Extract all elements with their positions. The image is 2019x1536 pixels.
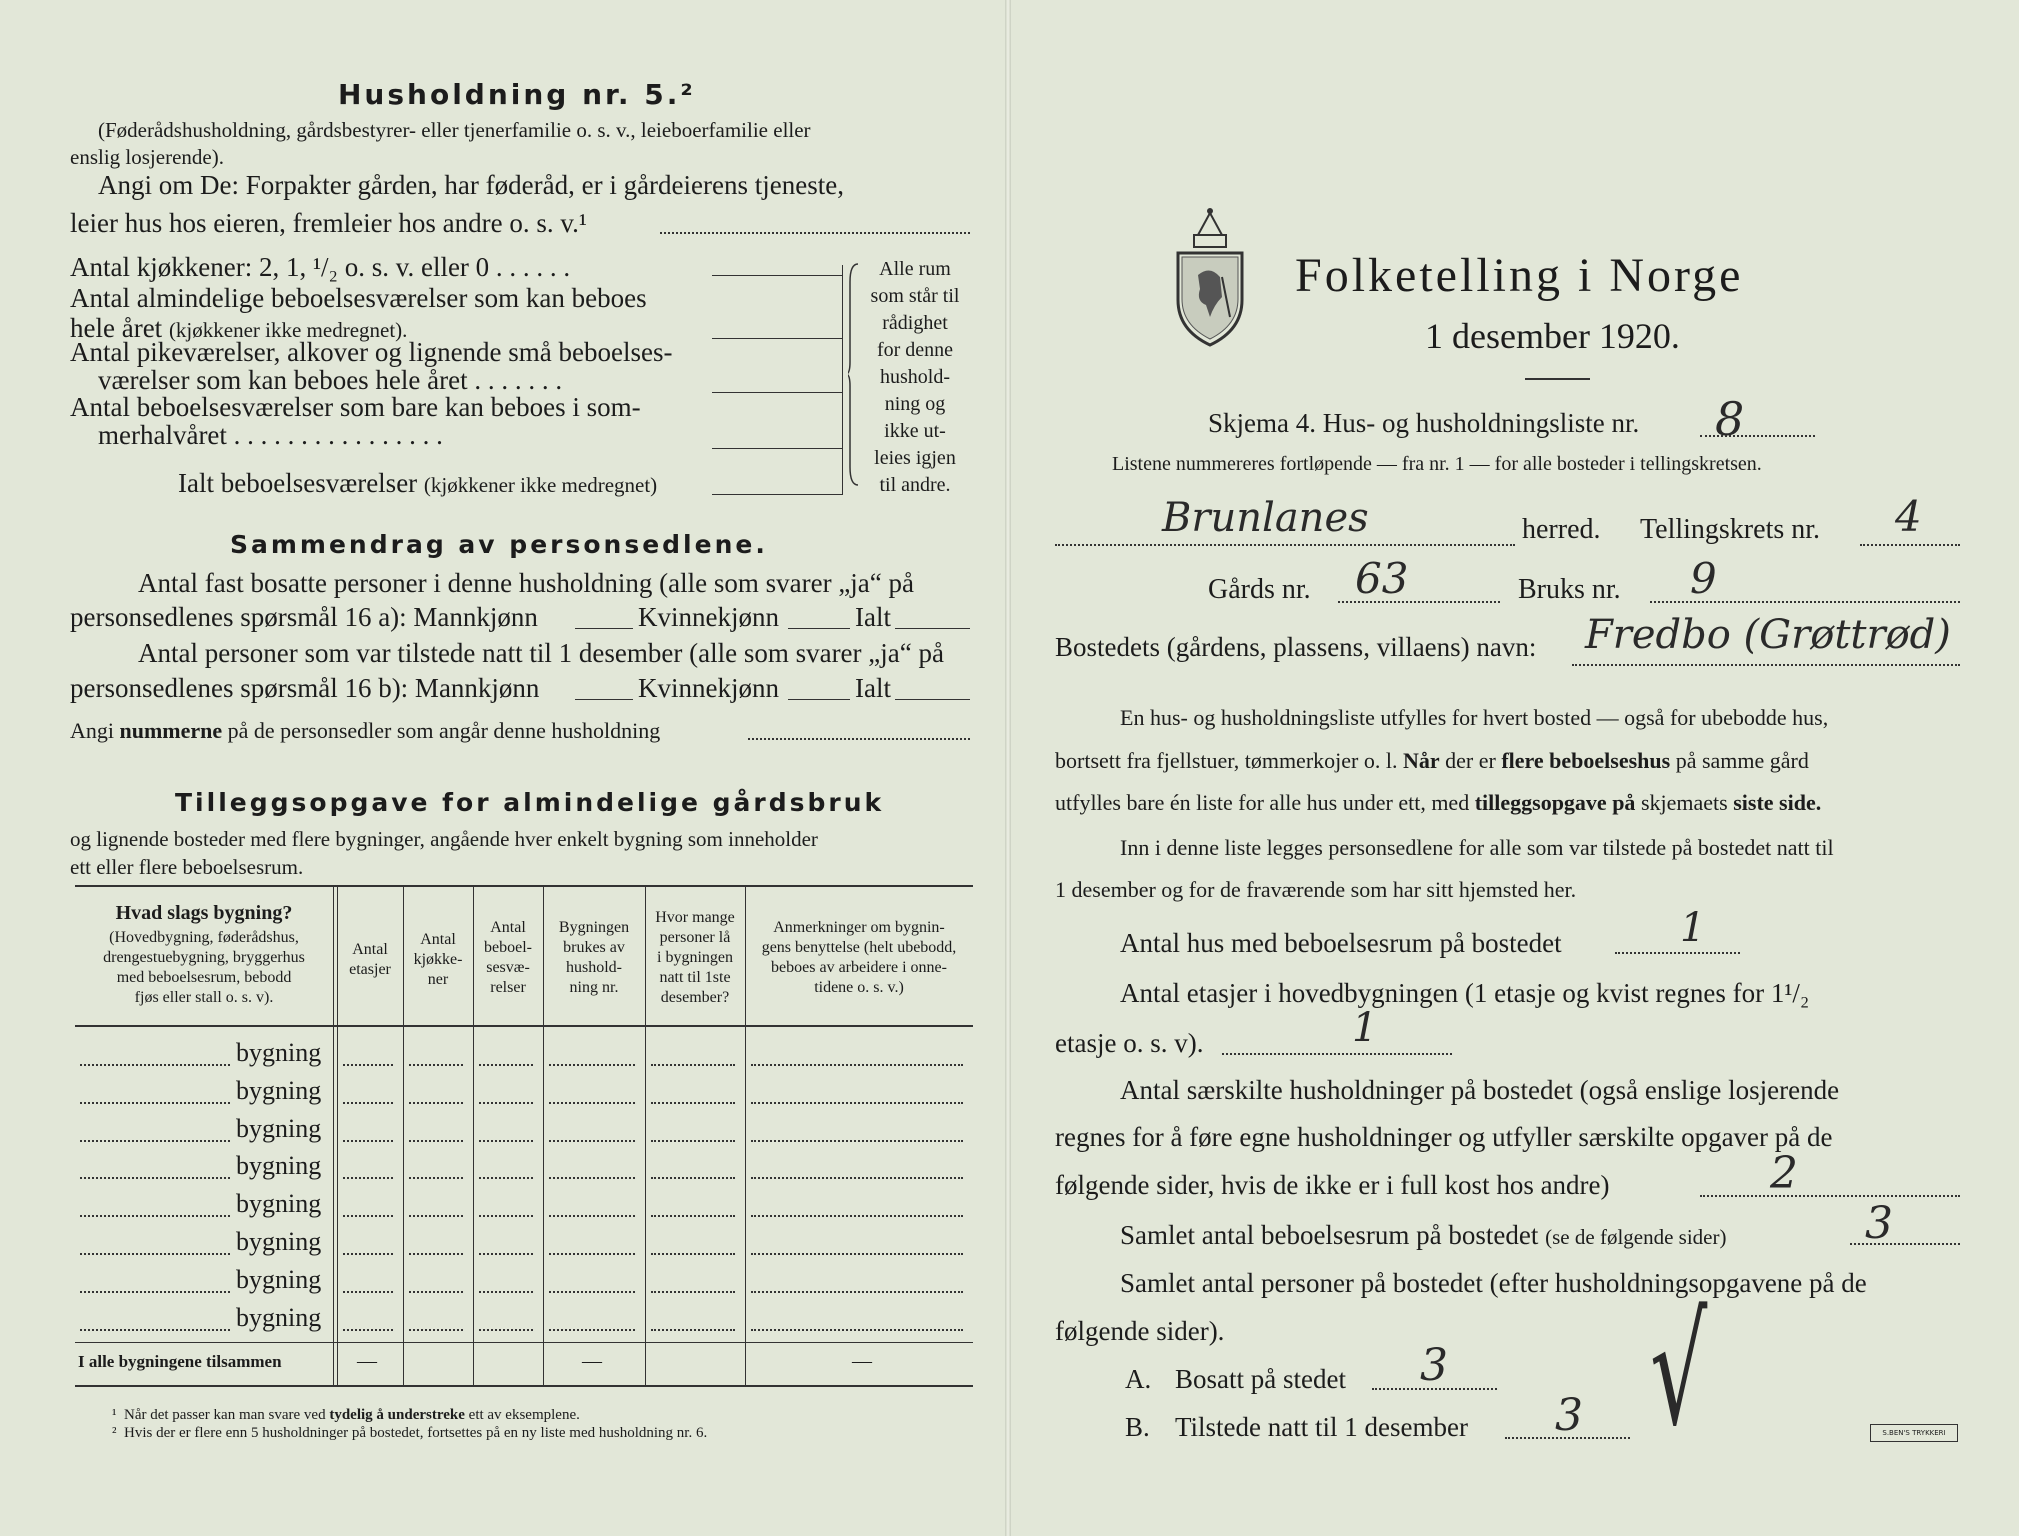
row-name-dots [80,1253,230,1255]
row-cell-dots [343,1253,393,1255]
row-cell-dots [409,1291,463,1293]
fast-mann-line [575,628,633,629]
pike-answer-line [712,392,842,393]
col-kjokkener-line: ner [427,971,449,988]
side-note [860,256,970,499]
row-cell-dots [651,1102,735,1104]
fast-kvinne-label: Kvinnekjønn [638,602,779,632]
row-cell-dots [343,1329,393,1331]
tillegg-title: Tilleggsopgave for almindelige gårdsbruk [175,788,885,817]
col-anmerkninger-line: Anmerkninger om bygnin- [773,919,945,936]
total-dash-husholdning: — [582,1350,602,1372]
row-cell-dots [549,1291,635,1293]
b-hw: 3 [1555,1390,1583,1441]
row-cell-dots [549,1177,635,1179]
side-note-line: til andre. [879,474,951,496]
curly-brace [848,262,860,487]
col-anmerkninger-line: beboes av arbeidere i onne- [771,959,947,976]
bruks-label: Bruks nr. [1518,574,1621,605]
etasjer-line-2: etasje o. s. v). [1055,1028,1204,1058]
side-note-line: leies igjen [874,447,956,469]
row-cell-dots [751,1140,963,1142]
saerskilte-line-2: regnes for å føre egne husholdninger og utfyller særskilte opgaver på de [1055,1122,1833,1152]
col-personer-line: Hvor mange [655,909,735,926]
col-personer-line: i bygningen [657,949,733,966]
bosted-dots [1572,664,1960,666]
bosted-hw: Fredbo (Grøttrød) [1585,612,1951,658]
col-kjokkener-line: kjøkke- [413,951,463,968]
sommer-line-2: merhalvåret . . . . . . . . . . . . . . . . [98,420,443,450]
info-line-3: utfylles bare én liste for alle hus under ett, med tilleggsopgave på skjemaets siste side. [1055,790,1822,815]
skjema-label: Skjema 4. Hus- og husholdningsliste nr. [1208,408,1640,438]
answer-column-divider [842,265,843,495]
building-row-label: bygning [236,1075,322,1105]
angi-line-2: leier hus hos eieren, fremleier hos andre o. s. v.¹ [70,208,587,238]
building-row-label: bygning [236,1113,322,1143]
herred-dots [1055,544,1515,546]
herred-label: herred. [1522,514,1601,545]
tilstede-ialt-line [895,699,970,700]
hus-hw: 1 [1680,905,1706,951]
col-etasjer [337,940,403,980]
etasjer-dots [1222,1053,1452,1055]
row-name-dots [80,1291,230,1293]
row-cell-dots [751,1253,963,1255]
row-name-dots [80,1329,230,1331]
skjema-dots [1700,435,1815,437]
row-cell-dots [479,1102,533,1104]
saerskilte-line-1: Antal særskilte husholdninger på bostedet (også enslige losjerende [1120,1075,1840,1105]
col-bygning-sub-line: med beboelsesrum, bebodd [116,969,292,986]
skjema-number-hw: 8 [1715,392,1745,446]
bruks-dots [1650,601,1960,603]
row-cell-dots [409,1215,463,1217]
total-dash-etasjer: — [357,1350,377,1372]
samlet-rum-hw: 3 [1865,1198,1893,1249]
row-cell-dots [651,1329,735,1331]
tillegg-line-1: og lignende bosteder med flere bygninger, angående hver enkelt bygning som inneholder [70,827,818,851]
tilstede-mann-line [575,699,633,700]
col-husholdning-line: ning nr. [569,979,619,996]
row-cell-dots [751,1329,963,1331]
fast-kvinne-line [788,628,850,629]
row-cell-dots [343,1215,393,1217]
page-fold [1005,0,1011,1536]
b-dots [1505,1437,1630,1439]
samlet-pers-line-1: Samlet antal personer på bostedet (efter husholdningsopgavene på de [1120,1268,1867,1298]
sammendrag-title: Sammendrag av personsedlene. [230,530,768,559]
a-hw: 3 [1420,1340,1448,1391]
row-cell-dots [549,1253,635,1255]
col-bygning-sub-line: drengestuebygning, bryggerhus [103,949,305,966]
samlet-rum-dots [1850,1243,1960,1245]
info-line-1: En hus- og husholdningsliste utfylles for hvert bosted — også for ubebodde hus, [1120,705,1829,730]
a-text: Bosatt på stedet [1175,1364,1346,1394]
pike-line-1: Antal pikeværelser, alkover og lignende små beboelses- [70,337,673,367]
col-beboelsesvaerelser [473,918,543,998]
almindelige-line-2: hele året (kjøkkener ikke medregnet). [70,313,408,343]
col-etasjer-line: Antal [352,941,388,958]
gards-dots [1338,601,1500,603]
angi-line-1: Angi om De: Forpakter gården, har føderåd, er i gårdeierens tjeneste, [98,170,844,200]
side-note-line: rådighet [882,312,948,334]
side-note-line: hushold- [880,366,950,388]
census-title: Folketelling i Norge [1295,249,1744,302]
building-row-label: bygning [236,1264,322,1294]
hus-label: Antal hus med beboelsesrum på bostedet [1120,928,1562,958]
tilstede-kvinne-label: Kvinnekjønn [638,673,779,703]
row-cell-dots [409,1329,463,1331]
col-anmerkninger-line: gens benyttelse (helt ubebodd, [761,939,957,956]
household-subtitle-1: (Føderådshusholdning, gårdsbestyrer- eller tjenerfamilie o. s. v., leieboerfamilie eller [98,118,811,142]
fast-ialt-line [895,628,970,629]
sommer-line-1: Antal beboelsesværelser som bare kan beboes i som- [70,392,641,422]
almindelige-answer-line [712,338,842,339]
census-date: 1 desember 1920. [1425,316,1680,356]
building-row-label: bygning [236,1189,322,1219]
row-name-dots [80,1102,230,1104]
b-text: Tilstede natt til 1 desember [1175,1412,1468,1442]
row-cell-dots [651,1064,735,1066]
row-cell-dots [549,1102,635,1104]
row-cell-dots [409,1177,463,1179]
total-row-label: I alle bygningene tilsammen [78,1352,282,1371]
row-cell-dots [409,1140,463,1142]
samlet-pers-line-2: følgende sider). [1055,1316,1225,1346]
building-row-label: bygning [236,1302,322,1332]
col-personer-line: desember? [660,989,730,1006]
sommer-answer-line [712,448,842,449]
row-cell-dots [343,1140,393,1142]
a-dots [1372,1388,1497,1390]
col-husholdning-line: brukes av [563,939,625,956]
kjokkener-label: Antal kjøkkener: 2, 1, ¹/₂ o. s. v. eller 0 . . . . . . [70,252,571,282]
row-cell-dots [751,1215,963,1217]
b-label: B. [1125,1412,1150,1442]
row-cell-dots [651,1177,735,1179]
angi-dotted-line [660,232,970,234]
row-cell-dots [651,1140,735,1142]
gards-label: Gårds nr. [1208,574,1311,605]
household-subtitle-2: enslig losjerende). [70,145,224,169]
col-beboelsesvaerelser-line: relser [490,979,526,996]
printer-stamp: S.BEN'S TRYKKERI [1870,1424,1958,1442]
bosted-label: Bostedets (gårdens, plassens, villaens) navn: [1055,632,1537,662]
col-husholdning [543,918,645,998]
col-bygning-sub-line: (Hovedbygning, føderådshus, [109,929,299,946]
side-note-line: som står til [870,285,960,307]
col-bygning-sub-line: fjøs eller stall o. s. v). [134,989,274,1006]
footnote-2: ² Hvis der er flere enn 5 husholdninger på bostedet, fortsettes på en ny liste med husholdning nr. 6. [112,1425,708,1441]
row-cell-dots [549,1215,635,1217]
footnote-1: ¹ Når det passer kan man svare ved tydelig å understreke ett av eksemplene. [112,1407,580,1423]
row-cell-dots [409,1102,463,1104]
kjokkener-answer-line [712,275,842,276]
listene-note: Listene nummereres fortløpende — fra nr. 1 — for alle bosteder i tellingskretsen. [1112,453,1762,475]
ialt-line: Ialt beboelsesværelser (kjøkkener ikke medregnet) [178,468,658,498]
row-cell-dots [751,1102,963,1104]
col-beboelsesvaerelser-line: beboel- [484,939,532,956]
tellingskrets-label: Tellingskrets nr. [1640,514,1821,545]
tilstede-ialt-label: Ialt [855,673,891,703]
row-cell-dots [479,1291,533,1293]
row-cell-dots [751,1291,963,1293]
household-title: Husholdning nr. 5.² [338,78,696,111]
fast-ialt-label: Ialt [855,602,891,632]
col-personer-line: personer lå [659,929,731,946]
row-cell-dots [549,1329,635,1331]
saerskilte-dots [1700,1195,1960,1197]
col-personer [645,908,745,1008]
col-husholdning-line: hushold- [566,959,622,976]
row-cell-dots [343,1102,393,1104]
row-name-dots [80,1140,230,1142]
row-cell-dots [479,1215,533,1217]
col-anmerkninger-line: tidene o. s. v.) [814,979,904,996]
fast-line-1: Antal fast bosatte personer i denne husholdning (alle som svarer „ja“ på [138,568,914,598]
coat-of-arms-icon [1170,205,1250,355]
row-cell-dots [549,1140,635,1142]
row-cell-dots [751,1064,963,1066]
row-cell-dots [549,1064,635,1066]
total-dash-anmerkninger: — [852,1350,872,1372]
almindelige-line-1: Antal almindelige beboelsesværelser som kan beboes [70,283,647,313]
row-cell-dots [343,1064,393,1066]
col-anmerkninger [745,918,973,998]
row-name-dots [80,1177,230,1179]
samlet-rum-line: Samlet antal beboelsesrum på bostedet (se de følgende sider) [1120,1220,1727,1250]
side-note-line: for denne [876,339,954,361]
tellingskrets-dots [1860,544,1960,546]
ialt-answer-line [712,494,842,495]
bruks-hw: 9 [1690,554,1717,603]
row-name-dots [80,1215,230,1217]
tellingskrets-hw: 4 [1895,492,1922,541]
gards-hw: 63 [1355,554,1409,603]
angi-nummerne-dots [748,738,970,740]
side-note-line: Alle rum [879,258,951,280]
col-personer-line: natt til 1ste [659,969,731,986]
angi-nummerne-line: Angi nummerne på de personsedler som angår denne husholdning [70,718,661,743]
row-cell-dots [409,1253,463,1255]
tillegg-line-2: ett eller flere beboelsesrum. [70,855,304,879]
building-row-label: bygning [236,1151,322,1181]
inn-line-1: Inn i denne liste legges personsedlene for alle som var tilstede på bostedet natt til [1120,835,1834,860]
info-line-2: bortsett fra fjellstuer, tømmerkojer o. l. Når der er flere beboelseshus på samme gård [1055,748,1809,773]
col-husholdning-line: Bygningen [558,919,630,936]
side-note-line: ning og [884,393,946,415]
col-kjokkener [403,930,473,990]
tilstede-line-2: personsedlenes spørsmål 16 b): Mannkjønn [70,673,540,703]
row-cell-dots [479,1140,533,1142]
row-cell-dots [479,1064,533,1066]
etasjer-line-1: Antal etasjer i hovedbygningen (1 etasje og kvist regnes for 1¹/₂ [1120,978,1810,1008]
row-cell-dots [651,1215,735,1217]
row-name-dots [80,1064,230,1066]
col-etasjer-line: etasjer [349,961,391,978]
tilstede-line-1: Antal personer som var tilstede natt til 1 desember (alle som svarer „ja“ på [138,638,944,668]
row-cell-dots [751,1177,963,1179]
etasjer-hw: 1 [1352,1005,1378,1051]
building-row-label: bygning [236,1227,322,1256]
row-cell-dots [479,1253,533,1255]
row-cell-dots [343,1177,393,1179]
side-note-line: ikke ut- [884,420,946,442]
row-cell-dots [651,1291,735,1293]
row-cell-dots [651,1253,735,1255]
saerskilte-hw: 2 [1770,1148,1798,1199]
fast-line-2: personsedlenes spørsmål 16 a): Mannkjønn [70,602,538,632]
col-beboelsesvaerelser-line: sesvæ- [486,959,530,976]
checkmark-hw: √ [1650,1285,1708,1459]
row-cell-dots [409,1064,463,1066]
saerskilte-line-3: følgende sider, hvis de ikke er i full kost hos andre) [1055,1170,1610,1200]
col-bygning-title: Hvad slags bygning? [115,902,293,924]
col-bygning-sub [75,928,333,1008]
col-kjokkener-line: Antal [420,931,456,948]
row-cell-dots [479,1177,533,1179]
row-cell-dots [479,1329,533,1331]
inn-line-2: 1 desember og for de fraværende som har sitt hjemsted her. [1055,877,1577,902]
building-row-label: bygning [236,1038,322,1067]
herred-hw: Brunlanes [1162,495,1369,541]
col-beboelsesvaerelser-line: Antal [490,919,526,936]
row-cell-dots [343,1291,393,1293]
title-divider [1525,378,1590,380]
a-label: A. [1125,1364,1152,1394]
hus-dots [1615,952,1740,954]
tilstede-kvinne-line [788,699,850,700]
pike-line-2: værelser som kan beboes hele året . . . . . . . [98,365,563,395]
